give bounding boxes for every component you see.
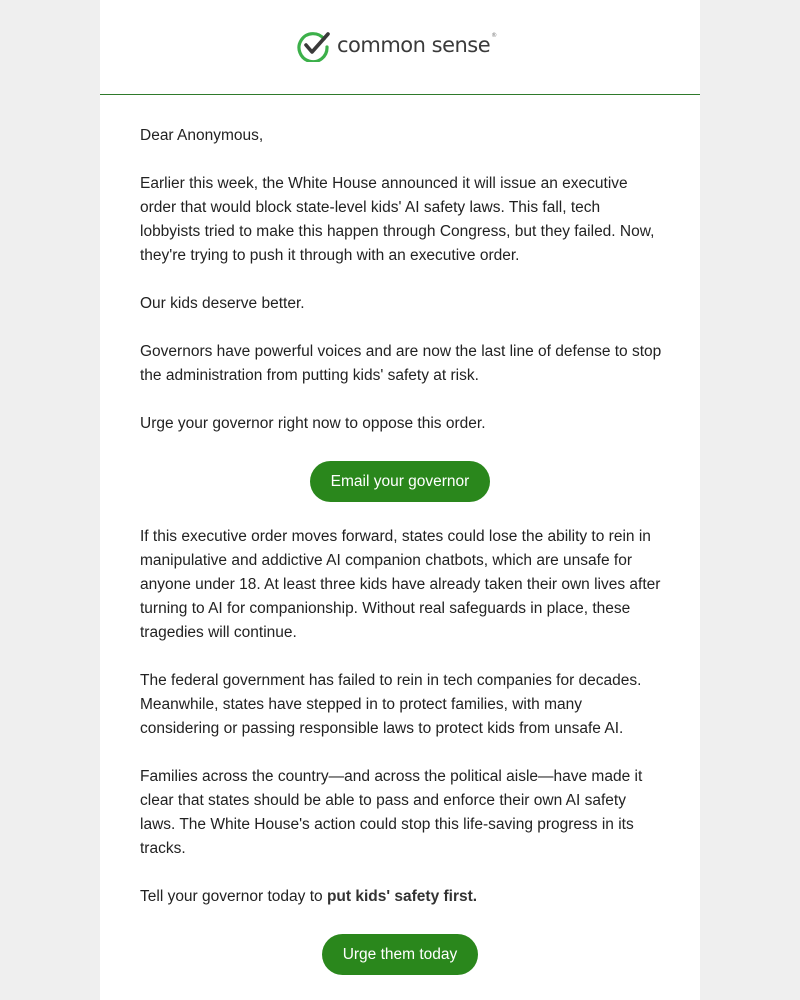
registered-mark: ® — [491, 31, 497, 39]
paragraph-kids-deserve: Our kids deserve better. — [140, 295, 305, 312]
closing-prefix: Tell your governor today to — [140, 888, 327, 905]
greeting: Dear Anonymous, — [140, 127, 264, 144]
paragraph-federal: The federal government has failed to rein in tech companies for decades. Meanwhile, states have stepped in to protect families, with many considering or passing responsible laws to protect kids from unsafe AI. — [140, 672, 642, 737]
email-container — [100, 0, 700, 1000]
logo-text: common sense® — [337, 31, 497, 57]
paragraph-urge: Urge your governor right now to oppose this order. — [140, 415, 486, 432]
checkmark-circle-icon — [297, 30, 331, 62]
common-sense-logo[interactable] — [297, 30, 497, 62]
email-header — [100, 0, 700, 95]
paragraph-consequences: If this executive order moves forward, states could lose the ability to rein in manipulative and addictive AI companion chatbots, which are unsafe for anyone under 18. At least three kids have already taken their own lives after turning to AI for companionship. Without real safeguards in place, these tragedies will continue. — [140, 528, 661, 641]
secondary-cta-wrap — [100, 934, 700, 975]
email-governor-button[interactable]: Email your governor — [310, 461, 491, 502]
urge-them-today-button[interactable]: Urge them today — [322, 934, 479, 975]
closing-bold: put kids' safety first. — [326, 888, 478, 905]
paragraph-families: Families across the country—and across the political aisle—have made it clear that states should be able to pass and enforce their own AI safety laws. The White House's action could stop this life-saving progress in its tracks. — [140, 768, 643, 857]
primary-cta-wrap — [100, 461, 700, 502]
paragraph-governors: Governors have powerful voices and are now the last line of defense to stop the administration from putting kids' safety at risk. — [140, 343, 662, 384]
closing-line — [140, 885, 662, 909]
paragraph-announcement: Earlier this week, the White House announced it will issue an executive order that would block state-level kids' AI safety laws. This fall, tech lobbyists tried to make this happen through Congress, but they failed. Now, they're trying to push it through with an executive order. — [140, 175, 655, 264]
